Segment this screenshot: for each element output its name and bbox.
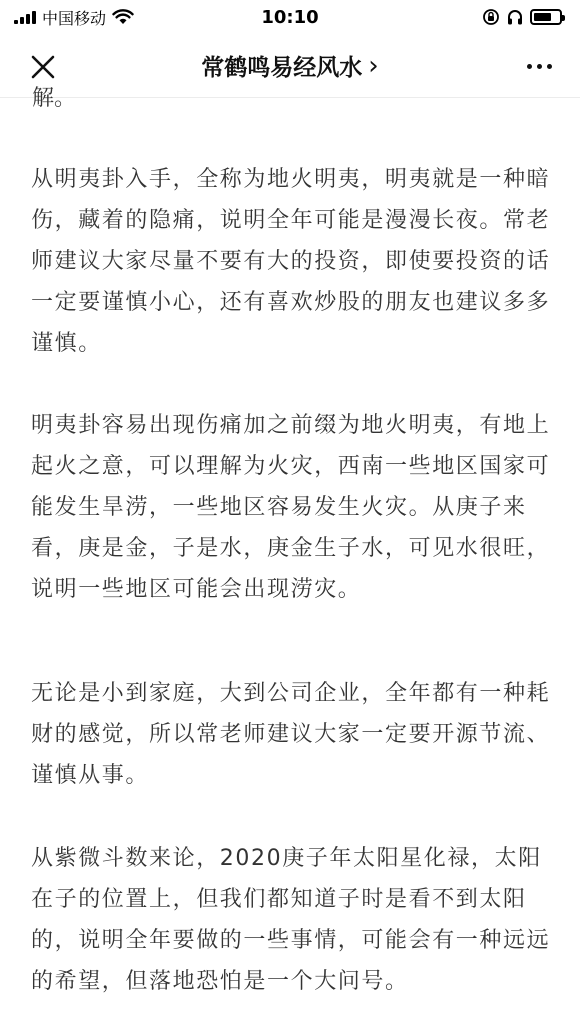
account-title: 常鹤鸣易经风水 xyxy=(201,55,363,81)
article-content xyxy=(0,86,580,1032)
status-left xyxy=(14,6,134,29)
nav-bar xyxy=(0,34,580,111)
close-icon[interactable] xyxy=(28,52,58,82)
battery-icon xyxy=(530,9,562,25)
chevron-right-icon: › xyxy=(368,50,379,81)
article-paragraph: 无论是小到家庭，大到公司企业，全年都有一种耗财的感觉，所以常老师建议大家一定要开源节流、谨慎从事。 xyxy=(31,681,551,788)
headphones-icon xyxy=(506,8,524,26)
battery-level xyxy=(534,13,551,21)
article-cut-line: 解。 xyxy=(32,86,77,111)
more-icon[interactable] xyxy=(527,64,552,69)
orientation-lock-icon xyxy=(482,8,500,26)
article-paragraph: 从明夷卦入手，全称为地火明夷，明夷就是一种暗伤，藏着的隐痛，说明全年可能是漫漫长夜。常老师建议大家尽量不要有大的投资，即使要投资的话一定要谨慎小心，还有喜欢炒股的朋友也建议多多谨慎。 xyxy=(31,167,551,356)
article-paragraph: 明夷卦容易出现伤痛加之前缀为地火明夷，有地上起火之意，可以理解为火灾，西南一些地区国家可能发生旱涝，一些地区容易发生火灾。从庚子来看，庚是金，子是水，庚金生子水，可见水很旺，说明一些地区可能会出现涝灾。 xyxy=(31,413,551,602)
account-title-link[interactable] xyxy=(201,49,378,82)
status-right xyxy=(482,8,562,26)
status-time: 10:10 xyxy=(261,6,319,28)
article-paragraph: 从紫微斗数来论，2020庚子年太阳星化禄，太阳在子的位置上，但我们都知道子时是看不到太阳的，说明全年要做的一些事情，可能会有一种远远的希望，但落地恐怕是一个大问号。 xyxy=(31,846,551,994)
carrier-label: 中国移动 xyxy=(42,8,107,28)
signal-icon xyxy=(14,10,36,24)
status-bar xyxy=(0,0,580,34)
wifi-icon xyxy=(112,9,134,25)
